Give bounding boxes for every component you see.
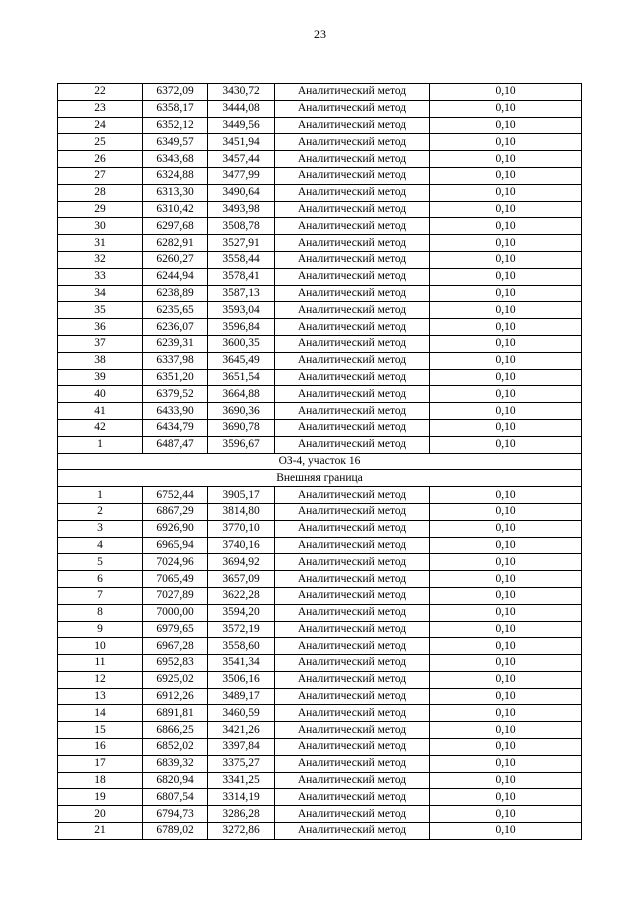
y-coordinate-cell: 3572,19: [208, 621, 275, 638]
method-cell: Аналитический метод: [275, 503, 430, 520]
y-coordinate-cell: 3740,16: [208, 537, 275, 554]
y-coordinate-cell: 3449,56: [208, 117, 275, 134]
x-coordinate-cell: 6979,65: [143, 621, 208, 638]
error-cell: 0,10: [430, 319, 582, 336]
method-cell: Аналитический метод: [275, 520, 430, 537]
error-cell: 0,10: [430, 638, 582, 655]
x-coordinate-cell: 6967,28: [143, 638, 208, 655]
method-cell: Аналитический метод: [275, 487, 430, 504]
method-cell: Аналитический метод: [275, 167, 430, 184]
y-coordinate-cell: 3421,26: [208, 722, 275, 739]
y-coordinate-cell: 3664,88: [208, 386, 275, 403]
y-coordinate-cell: 3506,16: [208, 671, 275, 688]
method-cell: Аналитический метод: [275, 587, 430, 604]
error-cell: 0,10: [430, 537, 582, 554]
x-coordinate-cell: 6349,57: [143, 134, 208, 151]
point-number-cell: 6: [58, 571, 143, 588]
point-number-cell: 34: [58, 285, 143, 302]
method-cell: Аналитический метод: [275, 537, 430, 554]
point-number-cell: 33: [58, 268, 143, 285]
x-coordinate-cell: 6352,12: [143, 117, 208, 134]
method-cell: Аналитический метод: [275, 604, 430, 621]
error-cell: 0,10: [430, 520, 582, 537]
point-number-cell: 27: [58, 167, 143, 184]
table-row: [58, 319, 582, 336]
x-coordinate-cell: 6752,44: [143, 487, 208, 504]
point-number-cell: 36: [58, 319, 143, 336]
y-coordinate-cell: 3587,13: [208, 285, 275, 302]
error-cell: 0,10: [430, 84, 582, 101]
y-coordinate-cell: 3651,54: [208, 369, 275, 386]
method-cell: Аналитический метод: [275, 268, 430, 285]
table-row: [58, 436, 582, 453]
table-row: [58, 722, 582, 739]
error-cell: 0,10: [430, 235, 582, 252]
point-number-cell: 30: [58, 218, 143, 235]
y-coordinate-cell: 3375,27: [208, 755, 275, 772]
y-coordinate-cell: 3493,98: [208, 201, 275, 218]
y-coordinate-cell: 3444,08: [208, 100, 275, 117]
error-cell: 0,10: [430, 184, 582, 201]
x-coordinate-cell: 6372,09: [143, 84, 208, 101]
x-coordinate-cell: 7024,96: [143, 554, 208, 571]
y-coordinate-cell: 3490,64: [208, 184, 275, 201]
method-cell: Аналитический метод: [275, 554, 430, 571]
method-cell: Аналитический метод: [275, 789, 430, 806]
method-cell: Аналитический метод: [275, 806, 430, 823]
y-coordinate-cell: 3477,99: [208, 167, 275, 184]
page-number: 23: [314, 27, 326, 41]
section-title-row: [58, 453, 582, 470]
method-cell: Аналитический метод: [275, 739, 430, 756]
method-cell: Аналитический метод: [275, 403, 430, 420]
table-row: [58, 705, 582, 722]
x-coordinate-cell: 6297,68: [143, 218, 208, 235]
point-number-cell: 18: [58, 772, 143, 789]
section-subtitle-row: [58, 470, 582, 487]
table-row: [58, 755, 582, 772]
point-number-cell: 26: [58, 151, 143, 168]
x-coordinate-cell: 6337,98: [143, 352, 208, 369]
error-cell: 0,10: [430, 571, 582, 588]
table-row: [58, 369, 582, 386]
table-row: [58, 638, 582, 655]
table-row: [58, 251, 582, 268]
point-number-cell: 32: [58, 251, 143, 268]
y-coordinate-cell: 3558,60: [208, 638, 275, 655]
x-coordinate-cell: 6487,47: [143, 436, 208, 453]
y-coordinate-cell: 3622,28: [208, 587, 275, 604]
point-number-cell: 37: [58, 335, 143, 352]
table-row: [58, 134, 582, 151]
point-number-cell: 9: [58, 621, 143, 638]
method-cell: Аналитический метод: [275, 369, 430, 386]
error-cell: 0,10: [430, 151, 582, 168]
method-cell: Аналитический метод: [275, 134, 430, 151]
method-cell: Аналитический метод: [275, 302, 430, 319]
error-cell: 0,10: [430, 218, 582, 235]
table-row: [58, 218, 582, 235]
y-coordinate-cell: 3451,94: [208, 134, 275, 151]
error-cell: 0,10: [430, 436, 582, 453]
y-coordinate-cell: 3657,09: [208, 571, 275, 588]
x-coordinate-cell: 7000,00: [143, 604, 208, 621]
x-coordinate-cell: 6789,02: [143, 823, 208, 840]
point-number-cell: 38: [58, 352, 143, 369]
x-coordinate-cell: 6236,07: [143, 319, 208, 336]
point-number-cell: 42: [58, 419, 143, 436]
x-coordinate-cell: 6343,68: [143, 151, 208, 168]
x-coordinate-cell: 6434,79: [143, 419, 208, 436]
table-row: [58, 537, 582, 554]
table-row: [58, 655, 582, 672]
y-coordinate-cell: 3770,10: [208, 520, 275, 537]
coordinates-block-b: [58, 487, 582, 840]
point-number-cell: 31: [58, 235, 143, 252]
point-number-cell: 8: [58, 604, 143, 621]
point-number-cell: 29: [58, 201, 143, 218]
error-cell: 0,10: [430, 722, 582, 739]
section-header: [58, 453, 582, 487]
error-cell: 0,10: [430, 487, 582, 504]
table-row: [58, 806, 582, 823]
error-cell: 0,10: [430, 554, 582, 571]
y-coordinate-cell: 3600,35: [208, 335, 275, 352]
table-row: [58, 268, 582, 285]
point-number-cell: 4: [58, 537, 143, 554]
method-cell: Аналитический метод: [275, 638, 430, 655]
x-coordinate-cell: 6839,32: [143, 755, 208, 772]
error-cell: 0,10: [430, 302, 582, 319]
error-cell: 0,10: [430, 386, 582, 403]
table-row: [58, 184, 582, 201]
method-cell: Аналитический метод: [275, 100, 430, 117]
x-coordinate-cell: 7065,49: [143, 571, 208, 588]
table-row: [58, 100, 582, 117]
error-cell: 0,10: [430, 100, 582, 117]
error-cell: 0,10: [430, 671, 582, 688]
y-coordinate-cell: 3593,04: [208, 302, 275, 319]
y-coordinate-cell: 3272,86: [208, 823, 275, 840]
error-cell: 0,10: [430, 419, 582, 436]
y-coordinate-cell: 3690,36: [208, 403, 275, 420]
x-coordinate-cell: 6912,26: [143, 688, 208, 705]
error-cell: 0,10: [430, 285, 582, 302]
table-row: [58, 739, 582, 756]
y-coordinate-cell: 3460,59: [208, 705, 275, 722]
error-cell: 0,10: [430, 739, 582, 756]
error-cell: 0,10: [430, 403, 582, 420]
method-cell: Аналитический метод: [275, 201, 430, 218]
x-coordinate-cell: 6310,42: [143, 201, 208, 218]
method-cell: Аналитический метод: [275, 621, 430, 638]
table-row: [58, 235, 582, 252]
y-coordinate-cell: 3341,25: [208, 772, 275, 789]
y-coordinate-cell: 3814,80: [208, 503, 275, 520]
error-cell: 0,10: [430, 604, 582, 621]
x-coordinate-cell: 6244,94: [143, 268, 208, 285]
x-coordinate-cell: 6238,89: [143, 285, 208, 302]
y-coordinate-cell: 3541,34: [208, 655, 275, 672]
error-cell: 0,10: [430, 755, 582, 772]
point-number-cell: 39: [58, 369, 143, 386]
error-cell: 0,10: [430, 688, 582, 705]
table-row: [58, 604, 582, 621]
x-coordinate-cell: 6379,52: [143, 386, 208, 403]
error-cell: 0,10: [430, 823, 582, 840]
section-title: ОЗ-4, участок 16: [58, 453, 582, 470]
table-row: [58, 621, 582, 638]
table-row: [58, 419, 582, 436]
point-number-cell: 1: [58, 487, 143, 504]
point-number-cell: 41: [58, 403, 143, 420]
coordinates-block-a: [58, 84, 582, 454]
y-coordinate-cell: 3645,49: [208, 352, 275, 369]
x-coordinate-cell: 6433,90: [143, 403, 208, 420]
point-number-cell: 20: [58, 806, 143, 823]
method-cell: Аналитический метод: [275, 705, 430, 722]
x-coordinate-cell: 6260,27: [143, 251, 208, 268]
point-number-cell: 13: [58, 688, 143, 705]
method-cell: Аналитический метод: [275, 722, 430, 739]
error-cell: 0,10: [430, 268, 582, 285]
table-row: [58, 335, 582, 352]
point-number-cell: 24: [58, 117, 143, 134]
error-cell: 0,10: [430, 335, 582, 352]
error-cell: 0,10: [430, 806, 582, 823]
method-cell: Аналитический метод: [275, 235, 430, 252]
table-row: [58, 84, 582, 101]
method-cell: Аналитический метод: [275, 352, 430, 369]
x-coordinate-cell: 6952,83: [143, 655, 208, 672]
y-coordinate-cell: 3527,91: [208, 235, 275, 252]
method-cell: Аналитический метод: [275, 319, 430, 336]
point-number-cell: 3: [58, 520, 143, 537]
y-coordinate-cell: 3508,78: [208, 218, 275, 235]
x-coordinate-cell: 6807,54: [143, 789, 208, 806]
y-coordinate-cell: 3690,78: [208, 419, 275, 436]
table-row: [58, 503, 582, 520]
point-number-cell: 2: [58, 503, 143, 520]
error-cell: 0,10: [430, 201, 582, 218]
point-number-cell: 17: [58, 755, 143, 772]
method-cell: Аналитический метод: [275, 335, 430, 352]
x-coordinate-cell: 6282,91: [143, 235, 208, 252]
y-coordinate-cell: 3489,17: [208, 688, 275, 705]
y-coordinate-cell: 3596,84: [208, 319, 275, 336]
method-cell: Аналитический метод: [275, 571, 430, 588]
table-row: [58, 201, 582, 218]
point-number-cell: 7: [58, 587, 143, 604]
point-number-cell: 35: [58, 302, 143, 319]
x-coordinate-cell: 6852,02: [143, 739, 208, 756]
point-number-cell: 1: [58, 436, 143, 453]
y-coordinate-cell: 3578,41: [208, 268, 275, 285]
x-coordinate-cell: 6820,94: [143, 772, 208, 789]
x-coordinate-cell: 6866,25: [143, 722, 208, 739]
y-coordinate-cell: 3596,67: [208, 436, 275, 453]
x-coordinate-cell: 6324,88: [143, 167, 208, 184]
point-number-cell: 22: [58, 84, 143, 101]
x-coordinate-cell: 6926,90: [143, 520, 208, 537]
point-number-cell: 21: [58, 823, 143, 840]
method-cell: Аналитический метод: [275, 285, 430, 302]
x-coordinate-cell: 6867,29: [143, 503, 208, 520]
table-row: [58, 554, 582, 571]
table-row: [58, 302, 582, 319]
method-cell: Аналитический метод: [275, 151, 430, 168]
method-cell: Аналитический метод: [275, 436, 430, 453]
table-row: [58, 772, 582, 789]
error-cell: 0,10: [430, 621, 582, 638]
table-row: [58, 151, 582, 168]
error-cell: 0,10: [430, 369, 582, 386]
point-number-cell: 11: [58, 655, 143, 672]
point-number-cell: 23: [58, 100, 143, 117]
table-row: [58, 571, 582, 588]
y-coordinate-cell: 3314,19: [208, 789, 275, 806]
table-row: [58, 789, 582, 806]
x-coordinate-cell: 6351,20: [143, 369, 208, 386]
point-number-cell: 40: [58, 386, 143, 403]
method-cell: Аналитический метод: [275, 84, 430, 101]
x-coordinate-cell: 6965,94: [143, 537, 208, 554]
y-coordinate-cell: 3286,28: [208, 806, 275, 823]
error-cell: 0,10: [430, 587, 582, 604]
method-cell: Аналитический метод: [275, 655, 430, 672]
point-number-cell: 28: [58, 184, 143, 201]
error-cell: 0,10: [430, 352, 582, 369]
y-coordinate-cell: 3594,20: [208, 604, 275, 621]
method-cell: Аналитический метод: [275, 772, 430, 789]
table-row: [58, 386, 582, 403]
table-row: [58, 688, 582, 705]
method-cell: Аналитический метод: [275, 251, 430, 268]
table-row: [58, 823, 582, 840]
section-subtitle: Внешняя граница: [58, 470, 582, 487]
point-number-cell: 5: [58, 554, 143, 571]
y-coordinate-cell: 3694,92: [208, 554, 275, 571]
point-number-cell: 10: [58, 638, 143, 655]
error-cell: 0,10: [430, 503, 582, 520]
method-cell: Аналитический метод: [275, 823, 430, 840]
x-coordinate-cell: 6794,73: [143, 806, 208, 823]
method-cell: Аналитический метод: [275, 218, 430, 235]
method-cell: Аналитический метод: [275, 688, 430, 705]
table-row: [58, 487, 582, 504]
y-coordinate-cell: 3397,84: [208, 739, 275, 756]
x-coordinate-cell: 6891,81: [143, 705, 208, 722]
x-coordinate-cell: 6313,30: [143, 184, 208, 201]
method-cell: Аналитический метод: [275, 386, 430, 403]
table-row: [58, 117, 582, 134]
error-cell: 0,10: [430, 772, 582, 789]
error-cell: 0,10: [430, 705, 582, 722]
x-coordinate-cell: 6235,65: [143, 302, 208, 319]
method-cell: Аналитический метод: [275, 419, 430, 436]
y-coordinate-cell: 3457,44: [208, 151, 275, 168]
table-row: [58, 352, 582, 369]
method-cell: Аналитический метод: [275, 117, 430, 134]
x-coordinate-cell: 6925,02: [143, 671, 208, 688]
y-coordinate-cell: 3905,17: [208, 487, 275, 504]
error-cell: 0,10: [430, 167, 582, 184]
x-coordinate-cell: 6239,31: [143, 335, 208, 352]
y-coordinate-cell: 3430,72: [208, 84, 275, 101]
table-row: [58, 671, 582, 688]
error-cell: 0,10: [430, 789, 582, 806]
y-coordinate-cell: 3558,44: [208, 251, 275, 268]
error-cell: 0,10: [430, 655, 582, 672]
point-number-cell: 19: [58, 789, 143, 806]
point-number-cell: 15: [58, 722, 143, 739]
error-cell: 0,10: [430, 134, 582, 151]
table-row: [58, 167, 582, 184]
table-row: [58, 587, 582, 604]
point-number-cell: 14: [58, 705, 143, 722]
method-cell: Аналитический метод: [275, 671, 430, 688]
x-coordinate-cell: 7027,89: [143, 587, 208, 604]
x-coordinate-cell: 6358,17: [143, 100, 208, 117]
table-row: [58, 403, 582, 420]
error-cell: 0,10: [430, 117, 582, 134]
coordinates-table: [57, 83, 582, 840]
method-cell: Аналитический метод: [275, 755, 430, 772]
table-row: [58, 285, 582, 302]
error-cell: 0,10: [430, 251, 582, 268]
method-cell: Аналитический метод: [275, 184, 430, 201]
point-number-cell: 12: [58, 671, 143, 688]
point-number-cell: 25: [58, 134, 143, 151]
point-number-cell: 16: [58, 739, 143, 756]
table-row: [58, 520, 582, 537]
